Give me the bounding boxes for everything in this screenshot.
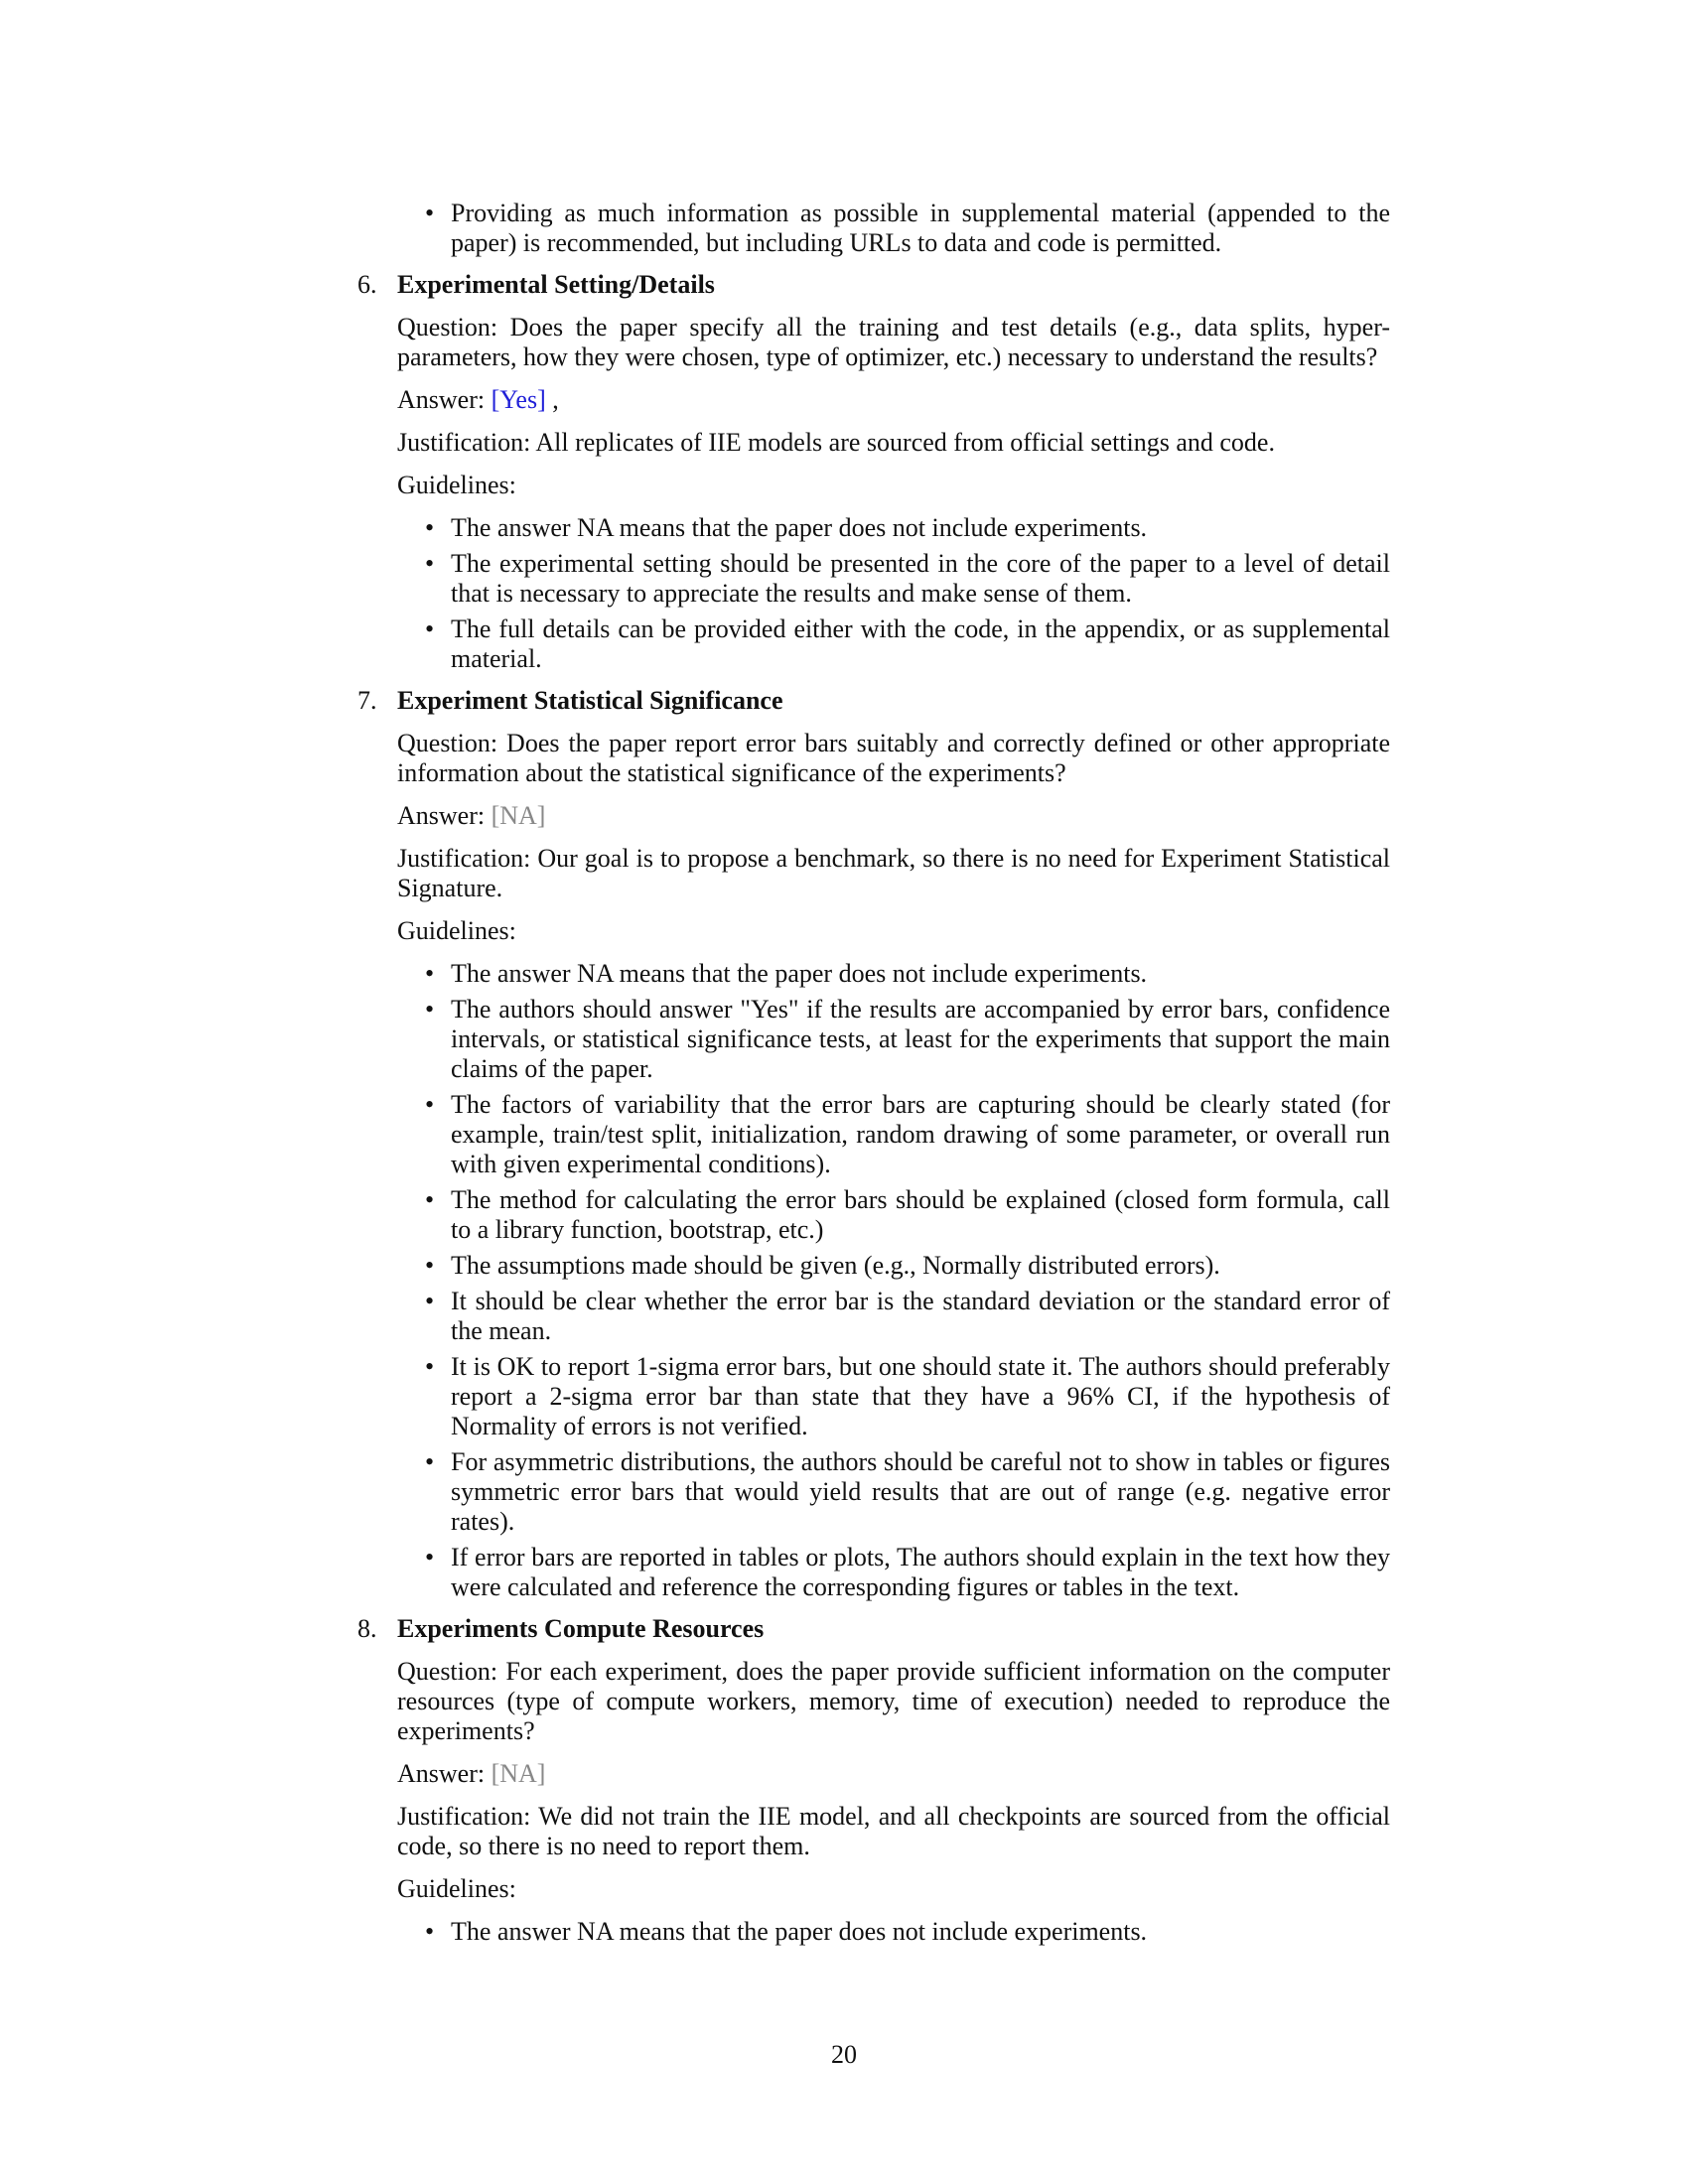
- answer-label: Answer:: [397, 385, 492, 414]
- answer-label: Answer:: [397, 1759, 492, 1788]
- guideline-item: • The answer NA means that the paper does not include experiments.: [397, 959, 1390, 989]
- guideline-item: • The authors should answer "Yes" if the results are accompanied by error bars, confidence intervals, or statistical significance tests, at least for the experiments that support the main claims of the paper.: [397, 995, 1390, 1084]
- item-title: Experiments Compute Resources: [397, 1614, 765, 1643]
- guideline-item: • The experimental setting should be presented in the core of the paper to a level of detail that is necessary to appreciate the results and make sense of them.: [397, 549, 1390, 609]
- answer-line: [397, 385, 1390, 415]
- guideline-item: • If error bars are reported in tables or plots, The authors should explain in the text how they were calculated and reference the corresponding figures or tables in the text.: [397, 1543, 1390, 1602]
- page-number: 20: [831, 2040, 857, 2069]
- guideline-item: • The answer NA means that the paper does not include experiments.: [397, 513, 1390, 543]
- answer-value: [NA]: [491, 801, 546, 830]
- guideline-item: • It is OK to report 1-sigma error bars, but one should state it. The authors should preferably report a 2-sigma error bar than state that they have a 96% CI, if the hypothesis of Normality of errors is not verified.: [397, 1352, 1390, 1441]
- question-text: Question: Does the paper report error bars suitably and correctly defined or other appropriate information about the statistical significance of the experiments?: [397, 729, 1390, 787]
- checklist-item-6: [357, 270, 1390, 674]
- guidelines-label: Guidelines:: [397, 916, 516, 945]
- guideline-item: • For asymmetric distributions, the authors should be careful not to show in tables or figures symmetric error bars that would yield results that are out of range (e.g. negative error rates).: [397, 1447, 1390, 1537]
- answer-value: [NA]: [491, 1759, 546, 1788]
- answer-suffix: ,: [545, 385, 559, 414]
- page-content: [357, 199, 1390, 1953]
- continued-guidelines: [397, 199, 1390, 258]
- checklist-item-8: [357, 1614, 1390, 1947]
- item-title: Experimental Setting/Details: [397, 270, 715, 299]
- guideline-item: • The full details can be provided either with the code, in the appendix, or as supplemental material.: [397, 614, 1390, 674]
- justification-text: Justification: All replicates of IIE models are sourced from official settings and code.: [397, 428, 1275, 457]
- answer-label: Answer:: [397, 801, 492, 830]
- checklist-item-7: [357, 686, 1390, 1602]
- guidelines-list: [397, 1917, 1390, 1947]
- guideline-item: • The method for calculating the error bars should be explained (closed form formula, call to a library function, bootstrap, etc.): [397, 1185, 1390, 1245]
- item-number: 8.: [357, 1614, 377, 1643]
- item-title: Experiment Statistical Significance: [397, 686, 783, 715]
- guidelines-list: [397, 513, 1390, 674]
- item-number: 6.: [357, 270, 377, 299]
- guidelines-list: [397, 959, 1390, 1602]
- question-text: Question: Does the paper specify all the training and test details (e.g., data splits, hyper-parameters, how they were chosen, type of optimizer, etc.) necessary to understand the results?: [397, 313, 1390, 371]
- answer-line: [397, 1759, 1390, 1789]
- guideline-item: • The factors of variability that the error bars are capturing should be clearly stated (for example, train/test split, initialization, random drawing of some parameter, or overall run with given experimental conditions).: [397, 1090, 1390, 1179]
- guidelines-label: Guidelines:: [397, 471, 516, 499]
- guideline-item: • The assumptions made should be given (e.g., Normally distributed errors).: [397, 1251, 1390, 1281]
- answer-value: [Yes]: [491, 385, 546, 414]
- guideline-item: • Providing as much information as possible in supplemental material (appended to the paper) is recommended, but including URLs to data and code is permitted.: [397, 199, 1390, 258]
- question-text: Question: For each experiment, does the paper provide sufficient information on the computer resources (type of compute workers, memory, time of execution) needed to reproduce the experiments?: [397, 1657, 1390, 1745]
- answer-line: [397, 801, 1390, 831]
- guidelines-label: Guidelines:: [397, 1874, 516, 1903]
- justification-text: Justification: Our goal is to propose a benchmark, so there is no need for Experiment Statistical Signature.: [397, 844, 1390, 902]
- guideline-item: • It should be clear whether the error bar is the standard deviation or the standard error of the mean.: [397, 1287, 1390, 1346]
- item-number: 7.: [357, 686, 377, 715]
- guideline-item: • The answer NA means that the paper does not include experiments.: [397, 1917, 1390, 1947]
- justification-text: Justification: We did not train the IIE model, and all checkpoints are sourced from the official code, so there is no need to report them.: [397, 1802, 1390, 1860]
